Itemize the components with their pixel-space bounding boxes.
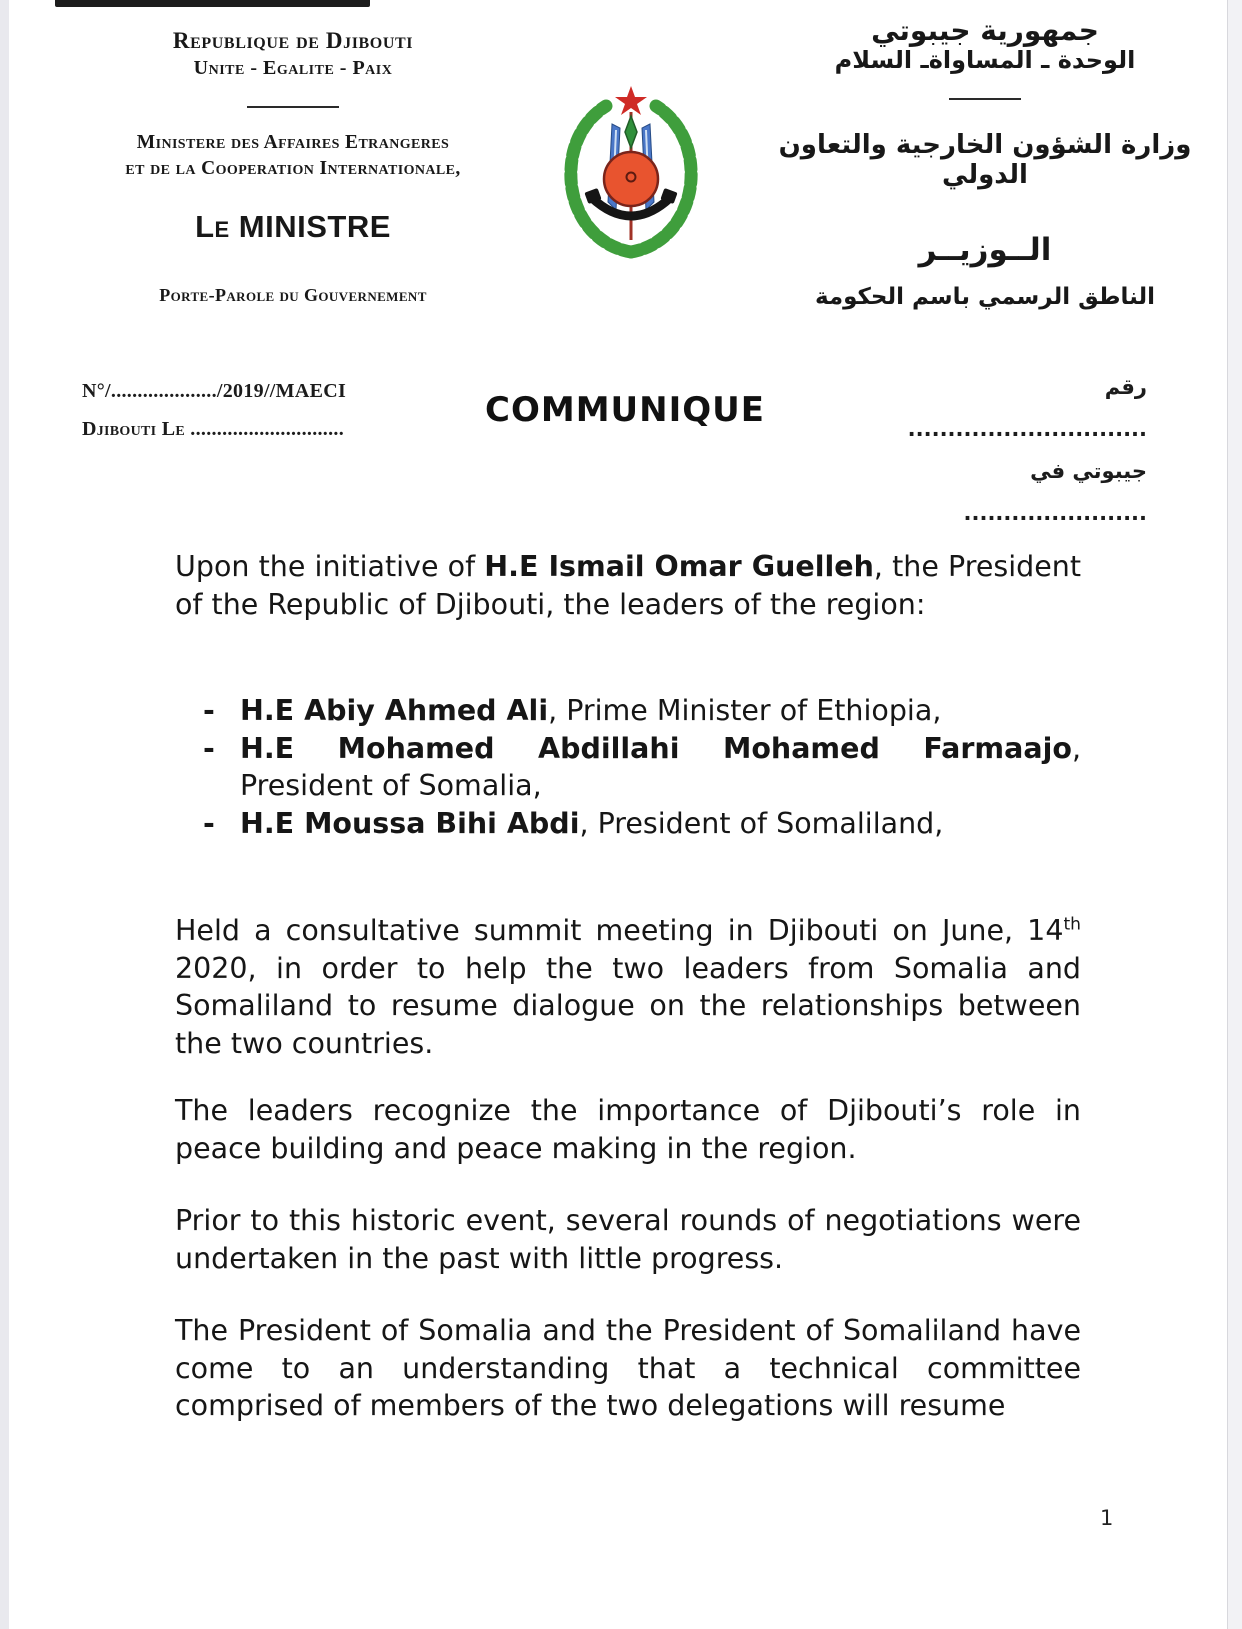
leader-name: H.E Abiy Ahmed Ali: [240, 694, 549, 727]
ministry-line2-fr: et de la Cooperation Internationale,: [125, 158, 461, 180]
summit-pre: Held a consultative summit meeting in Djibouti on June, 14: [175, 914, 1064, 947]
motto-ar: الوحدة ـ المساواةـ السلام: [834, 45, 1136, 74]
reference-block-ar: [867, 366, 1147, 534]
summit-post: 2020, in order to help the two leaders from Somalia and Somaliland to resume dialogue on the relationships between the two countries.: [175, 951, 1081, 1060]
ministry-ar: وزارة الشؤون الخارجية والتعاون الدولي: [778, 130, 1192, 191]
list-item: [175, 805, 1081, 843]
communique-title: COMMUNIQUE: [485, 390, 765, 430]
shield: [604, 152, 658, 206]
minister-title-fr: [78, 209, 508, 245]
leader-title: , Prime Minister of Ethiopia,: [548, 694, 942, 727]
list-dash: -: [203, 694, 215, 727]
number-dots-ar: ..............................: [907, 417, 1147, 441]
list-item: [175, 730, 1081, 805]
number-label-ar: رقم: [1104, 375, 1147, 399]
spokesperson-fr: Porte-Parole du Gouvernement: [159, 284, 427, 305]
intro-pre: Upon the initiative of: [175, 550, 485, 583]
leader-title: , President of Somaliland,: [579, 806, 944, 840]
letterhead-french: [78, 28, 508, 306]
country-name-fr: Republique de Djibouti: [172, 28, 414, 53]
list-item: [175, 692, 1081, 730]
djibouti-emblem-icon: [556, 82, 706, 260]
minister-title-ministre: MINISTRE: [238, 208, 391, 244]
minister-title-le: Le: [195, 208, 239, 244]
list-dash: -: [203, 731, 215, 765]
place-dots-ar: .......................: [963, 501, 1147, 525]
divider-rule-left: [247, 106, 339, 108]
reference-number-line: N°/..................../2019//MAECI: [82, 380, 347, 402]
paragraph-summit: [175, 912, 1081, 1062]
reference-block-fr: [82, 372, 346, 448]
spear-head: [625, 116, 637, 148]
place-label-ar: جيبوتي في: [1030, 459, 1147, 483]
divider-rule-right: [949, 98, 1021, 100]
spokesperson-ar: الناطق الرسمي باسم الحكومة: [814, 284, 1156, 311]
leaders-list: [175, 692, 1081, 842]
scan-top-artifact: [55, 0, 370, 7]
paragraph-recognize: The leaders recognize the importance of Djibouti’s role in peace building and peace making in the region.: [175, 1094, 1081, 1165]
motto-fr: Unite - Egalite - Paix: [193, 57, 393, 79]
ministry-line1-fr: Ministere des Affaires Etrangeres: [136, 132, 450, 153]
intro-post: , the President of the Republic of Djibouti, the leaders of the region:: [175, 550, 1081, 621]
star-icon: [615, 86, 647, 115]
scan-right-edge: [1227, 0, 1242, 1629]
page-number: 1: [1100, 1506, 1114, 1530]
ordinal-superscript: th: [1063, 914, 1081, 935]
minister-title-ar: الــوزيــر: [918, 232, 1052, 269]
country-name-ar: جمهورية جيبوتي: [871, 14, 1099, 47]
reference-number-line-ar: [867, 366, 1147, 450]
intro-name-bold: H.E Ismail Omar Guelleh: [484, 550, 874, 583]
reference-place-line: Djibouti Le .............................: [82, 418, 344, 440]
scan-left-edge: [0, 0, 9, 1629]
paragraph-prior: Prior to this historic event, several rounds of negotiations were undertaken in the past with little progress.: [175, 1204, 1081, 1275]
letterhead-arabic: [770, 16, 1200, 310]
reference-place-line-ar: [867, 450, 1147, 534]
leader-name: H.E Moussa Bihi Abdi: [240, 806, 580, 840]
paragraph-intro: [175, 548, 1081, 623]
list-dash: -: [203, 806, 215, 840]
paragraph-understanding: The President of Somalia and the President of Somaliland have come to an understanding that a technical committee comprised of members of the two delegations will resume: [175, 1314, 1081, 1422]
leader-name: H.E Mohamed Abdillahi Mohamed Farmaajo: [240, 731, 1072, 765]
leader-title: , President of Somalia,: [240, 731, 1081, 802]
